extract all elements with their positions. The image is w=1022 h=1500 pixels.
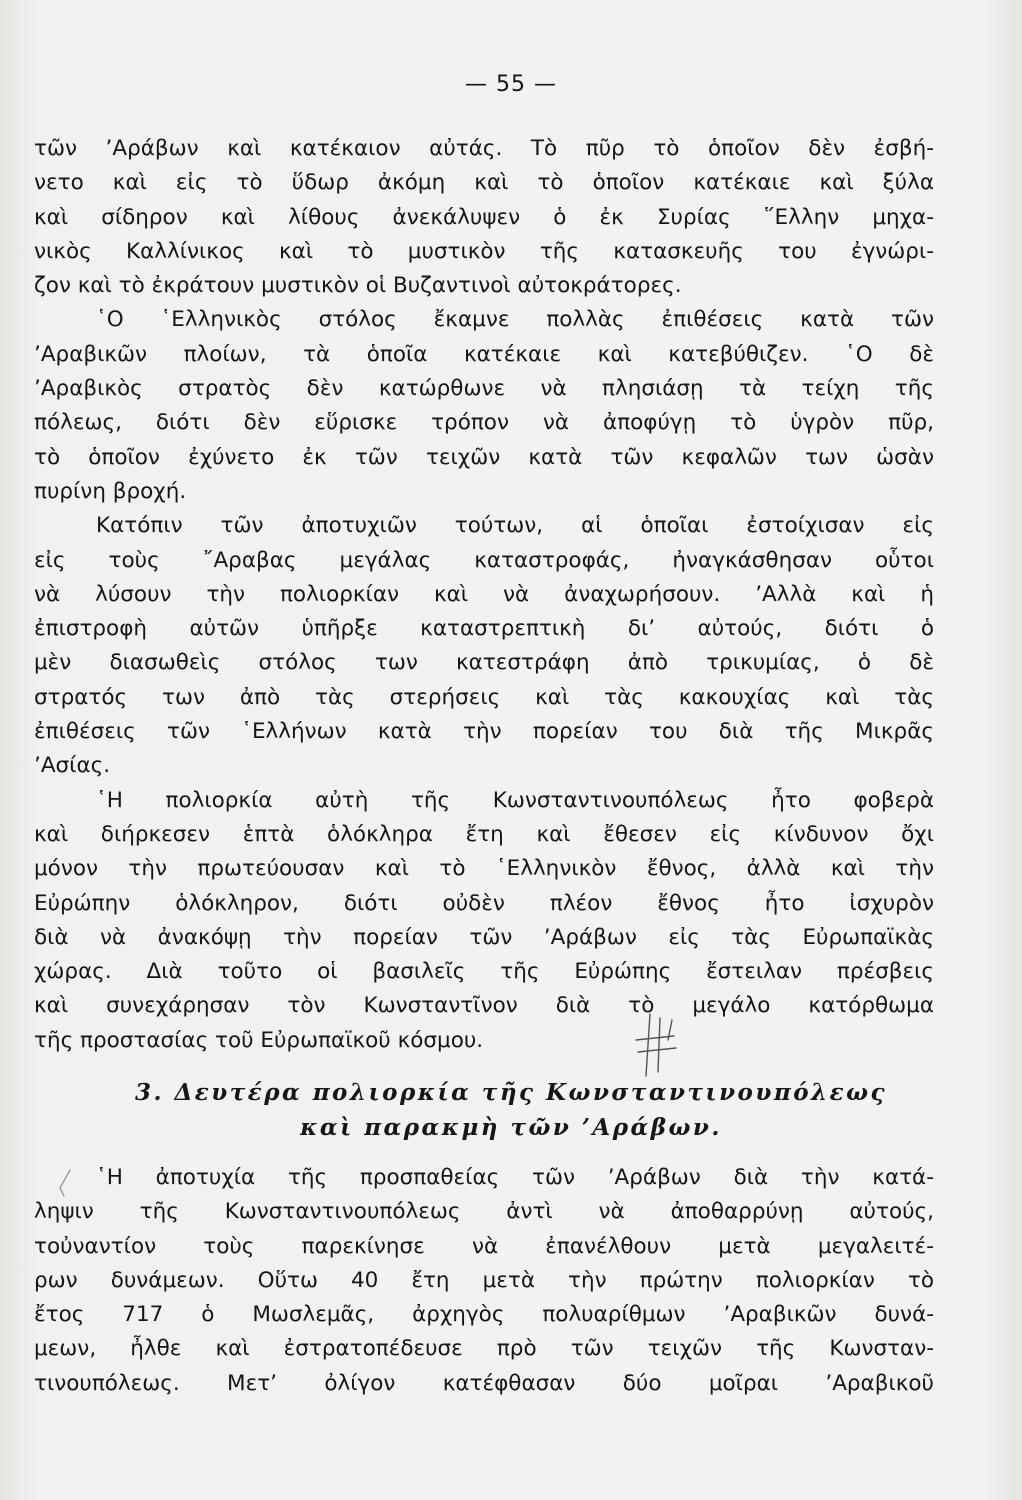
text-line: νικὸς Καλλίνικος καὶ τὸ μυστικὸν τῆς κατασκευῆς του ἐγνώρι-	[34, 238, 934, 264]
text-line: ’Ασίας.	[34, 753, 111, 779]
text-line: ληψιν τῆς Κωνσταντινουπόλεως ἀντὶ νὰ ἀποθαρρύνῃ αὐτούς,	[34, 1199, 934, 1225]
text-line: τοὐναντίον τοὺς παρεκίνησε νὰ ἐπανέλθουν μετὰ μεγαλειτέ-	[34, 1233, 934, 1259]
section-1-text	[34, 132, 934, 1058]
text-line: μεων, ἦλθε καὶ ἐστρατοπέδευσε πρὸ τῶν τειχῶν τῆς Κωνσταν-	[34, 1336, 934, 1362]
text-line: διὰ νὰ ἀνακόψῃ τὴν πορείαν τῶν ’Αράβων εἰς τὰς Εὐρωπαϊκὰς	[34, 924, 934, 950]
text-line: ῾Ο ῾Ελληνικὸς στόλος ἔκαμνε πολλὰς ἐπιθέσεις κατὰ τῶν	[96, 307, 934, 333]
text-line: καὶ διήρκεσεν ἑπτὰ ὁλόκληρα ἔτη καὶ ἔθεσεν εἰς κίνδυνον ὄχι	[34, 821, 934, 847]
text-line: τινουπόλεως. Μετ’ ὀλίγον κατέφθασαν δύο μοῖραι ’Αραβικοῦ	[34, 1370, 934, 1396]
text-line: τῆς προστασίας τοῦ Εὐρωπαϊκοῦ κόσμου.	[34, 1027, 484, 1053]
text-line: Κατόπιν τῶν ἀποτυχιῶν τούτων, αἱ ὁποῖαι ἐστοίχισαν εἰς	[96, 513, 934, 539]
text-line: ἐπιστροφὴ αὐτῶν ὑπῆρξε καταστρεπτικὴ δι’ αὐτούς, διότι ὁ	[34, 616, 934, 642]
text-line: ρων δυνάμεων. Οὕτω 40 ἔτη μετὰ τὴν πρώτην πολιορκίαν τὸ	[34, 1267, 934, 1293]
text-line: χώρας. Διὰ τοῦτο οἱ βασιλεῖς τῆς Εὐρώπης ἔστειλαν πρέσβεις	[34, 959, 934, 985]
text-line: ἐπιθέσεις τῶν ῾Ελλήνων κατὰ τὴν πορείαν του διὰ τῆς Μικρᾶς	[34, 719, 934, 745]
text-line: Εὐρώπην ὁλόκληρον, διότι οὐδὲν πλέον ἔθνος ἦτο ἰσχυρὸν	[34, 890, 934, 916]
text-line: ζον καὶ τὸ ἐκράτουν μυστικὸν οἱ Βυζαντινοὶ αὐτοκράτορες.	[34, 273, 682, 299]
pencil-hash-mark	[628, 1010, 688, 1080]
text-line: ἔτος 717 ὁ Μωσλεμᾶς, ἀρχηγὸς πολυαρίθμων ’Αραβικῶν δυνά-	[34, 1302, 934, 1328]
text-line: νετο καὶ εἰς τὸ ὕδωρ ἀκόμη καὶ τὸ ὁποῖον κατέκαιε καὶ ξύλα	[34, 170, 934, 196]
section-heading: 3. Δευτέρα πολιορκία τῆς Κωνσταντινουπόλεως	[134, 1079, 888, 1106]
text-line: μόνον τὴν πρωτεύουσαν καὶ τὸ ῾Ελληνικὸν ἔθνος, ἀλλὰ καὶ τὴν	[34, 856, 934, 882]
text-line: τὸ ὁποῖον ἐχύνετο ἐκ τῶν τειχῶν κατὰ τῶν κεφαλῶν των ὡσὰν	[34, 444, 934, 470]
text-line: καὶ συνεχάρησαν τὸν Κωνσταντῖνον διὰ τὸ μεγάλο κατόρθωμα	[34, 993, 934, 1019]
text-line: καὶ σίδηρον καὶ λίθους ἀνεκάλυψεν ὁ ἐκ Συρίας ῞Ελλην μηχα-	[34, 204, 934, 230]
text-line: ῾Η πολιορκία αὐτὴ τῆς Κωνσταντινουπόλεως ἦτο φοβερὰ	[96, 787, 934, 813]
text-line: νὰ λύσουν τὴν πολιορκίαν καὶ νὰ ἀναχωρήσουν. ’Αλλὰ καὶ ἡ	[34, 581, 934, 607]
text-line: εἰς τοὺς ῎Αραβας μεγάλας καταστροφάς, ἠναγκάσθησαν οὗτοι	[34, 547, 934, 573]
page-number: — 55 —	[465, 72, 557, 97]
text-line: μὲν διασωθεὶς στόλος των κατεστράφη ἀπὸ τρικυμίας, ὁ δὲ	[34, 650, 934, 676]
text-line: ῾Η ἀποτυχία τῆς προσπαθείας τῶν ’Αράβων διὰ τὴν κατά-	[96, 1165, 934, 1190]
text-line: πυρίνη βροχή.	[34, 478, 187, 504]
text-line: ’Αραβικῶν πλοίων, τὰ ὁποῖα κατέκαιε καὶ κατεβύθιζεν. ῾Ο δὲ	[34, 341, 934, 367]
text-line: τῶν ’Αράβων καὶ κατέκαιον αὐτάς. Τὸ πῦρ τὸ ὁποῖον δὲν ἐσβή-	[34, 136, 934, 161]
text-line: ’Αραβικὸς στρατὸς δὲν κατώρθωνε νὰ πλησιάσῃ τὰ τείχη τῆς	[34, 376, 934, 402]
text-line: στρατός των ἀπὸ τὰς στερήσεις καὶ τὰς κακουχίας καὶ τὰς	[34, 684, 934, 710]
section-heading-continuation: καὶ παρακμὴ τῶν ’Αράβων.	[300, 1114, 722, 1141]
section-2-text	[34, 1161, 934, 1401]
text-line: πόλεως, διότι δὲν εὕρισκε τρόπον νὰ ἀποφύγῃ τὸ ὑγρὸν πῦρ,	[34, 410, 934, 436]
